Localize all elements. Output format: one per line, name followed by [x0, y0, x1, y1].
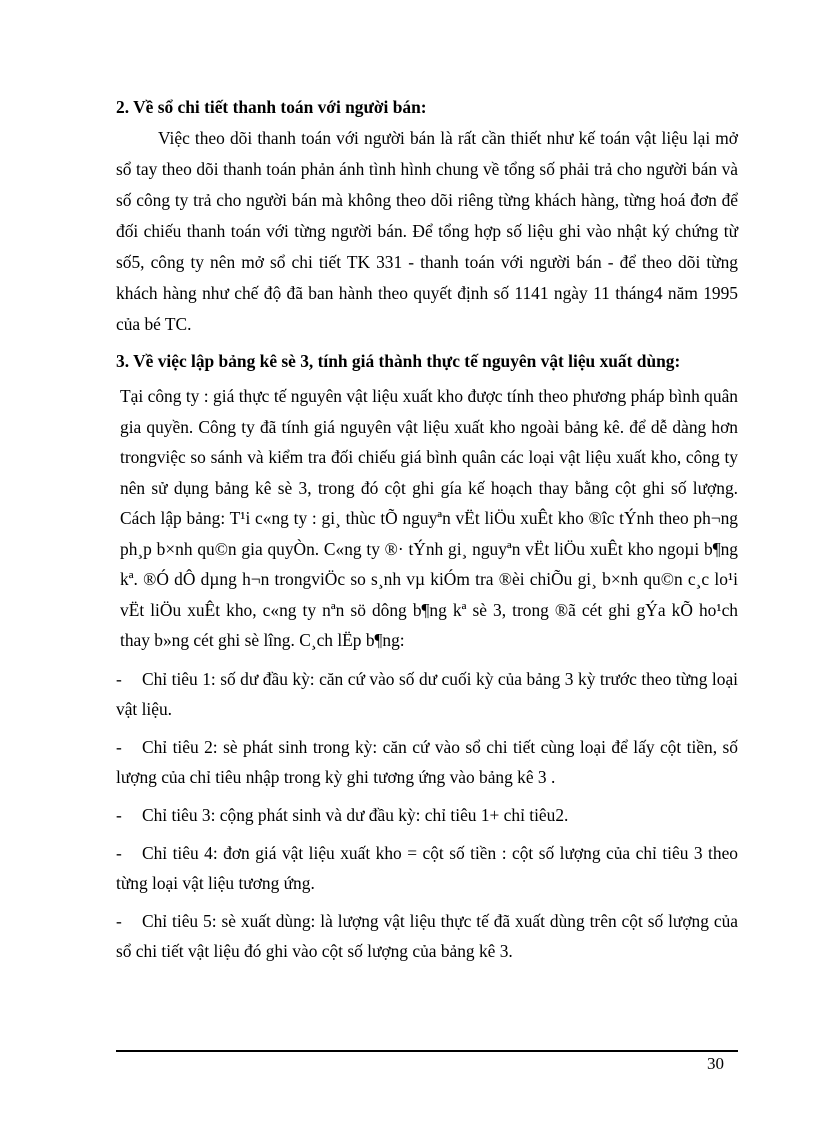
section-3-heading: 3. Về việc lập bảng kê sè 3, tính giá thành thực tế nguyên vật liệu xuất dùng:	[116, 351, 681, 371]
section-3-paragraph: Tại công ty : giá thực tế nguyên vật liệu xuất kho được tính theo phương pháp bình quân gia quyền. Công ty đã tính giá nguyên vật liệu xuất kho ngoài bảng kê. để dễ dàng hơn trongviệc so sánh và kiểm tra đối chiếu giá bình quân các loại vật liệu xuất kho, công ty nên sử dụng bảng kê sè 3, trong đó cột ghi gía kế hoạch thay bằng cột ghi số lượng. Cách lập bảng: T¹i c«ng ty : gi¸ thùc tÕ nguyªn vËt liÖu xuÊt kho ®îc tÝnh theo ph¬ng ph¸p b×nh qu©n gia quyÒn. C«ng ty ®· tÝnh gi¸ nguyªn vËt liÖu xuÊt kho ngoµi b¶ng kª. ®Ó dÔ dµng h¬n trongviÖc so s¸nh vµ kiÓm tra ®èi chiÕu gi¸ b×nh qu©n c¸c lo¹i vËt liÖu xuÊt kho, c«ng ty nªn sö dông b¶ng kª sè 3, trong ®ã cét ghi gÝa kÕ ho¹ch thay b»ng cét ghi sè lîng. C¸ch lËp b¶ng:	[120, 386, 738, 650]
list-item-text: Chỉ tiêu 3: cộng phát sinh và dư đầu kỳ: chỉ tiêu 1+ chỉ tiêu2.	[142, 804, 569, 825]
section-2-paragraph: Việc theo dõi thanh toán với người bán là rất cần thiết như kế toán vật liệu lại mở sổ tay theo dõi thanh toán phản ánh tình hình chung về tổng số phải trả cho người bán và số công ty trả cho người bán mà không theo dõi riêng từng khách hàng, từng hoá đơn để đối chiếu thanh toán với từng người bán. Để tổng hợp số liệu ghi vào nhật ký chứng từ số5, công ty nên mở sổ chi tiết TK 331 - thanh toán với người bán - để theo dõi từng khách hàng như chế độ đã ban hành theo quyết định số 1141 ngày 11 tháng4 năm 1995 của bé TC.	[116, 128, 738, 334]
list-item-criterion-5	[116, 906, 738, 966]
list-dash: -	[116, 842, 122, 863]
list-item-text: Chỉ tiêu 4: đơn giá vật liệu xuất kho = cột số tiền : cột số lượng của chỉ tiêu 3 theo từng loại vật liệu tương ứng.	[116, 842, 738, 893]
list-dash: -	[116, 910, 122, 931]
page-number: 30	[707, 1054, 724, 1073]
document-body	[116, 92, 738, 966]
list-item-criterion-1	[116, 664, 738, 724]
list-item-text: Chỉ tiêu 5: sè xuất dùng: là lượng vật liệu thực tế đã xuất dùng trên cột số lượng của sổ chi tiết vật liệu đó ghi vào cột số lượng của bảng kê 3.	[116, 910, 738, 961]
list-item-text: Chỉ tiêu 2: sè phát sinh trong kỳ: căn cứ vào sổ chi tiết cùng loại để lấy cột tiền, số lượng của chỉ tiêu nhập trong kỳ ghi tương ứng vào bảng kê 3 .	[116, 736, 738, 787]
list-dash: -	[116, 668, 122, 689]
list-item-criterion-3	[116, 800, 738, 830]
list-item-criterion-4	[116, 838, 738, 898]
section-2-heading: 2. Về sổ chi tiết thanh toán với người bán:	[116, 97, 427, 117]
list-dash: -	[116, 804, 122, 825]
list-dash: -	[116, 736, 122, 757]
list-item-criterion-2	[116, 732, 738, 792]
footer-divider	[116, 1050, 738, 1052]
list-item-text: Chỉ tiêu 1: số dư đầu kỳ: căn cứ vào số dư cuối kỳ của bảng 3 kỳ trước theo từng loại vật liệu.	[116, 668, 738, 719]
